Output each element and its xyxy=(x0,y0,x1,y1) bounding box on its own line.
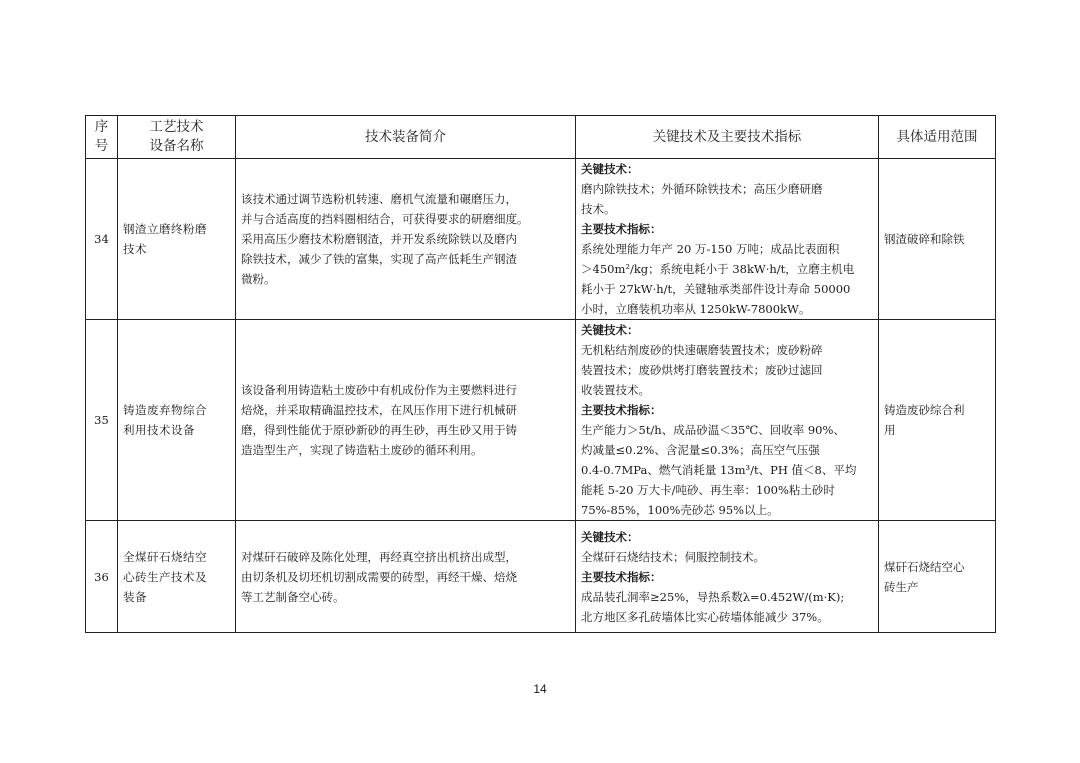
equipment-intro xyxy=(236,521,576,633)
intro-line: 微粉。 xyxy=(241,272,276,286)
row-number: 35 xyxy=(86,320,118,521)
name-line: 装备 xyxy=(123,589,147,604)
key-tech-label: 关键技术： xyxy=(581,323,639,337)
page-number: 14 xyxy=(533,682,547,696)
key-technology-cell xyxy=(576,159,879,320)
equipment-intro xyxy=(236,159,576,320)
intro-line: 该设备利用铸造粘土废砂中有机成份作为主要燃料进行 xyxy=(241,383,517,397)
indicator-line: 小时，立磨装机功率从 1250kW-7800kW。 xyxy=(581,302,811,316)
header-name xyxy=(118,116,236,159)
indicator-line: ＞450m²/kg；系统电耗小于 38kW·h/t，立磨主机电 xyxy=(581,262,855,276)
name-line: 利用技术设备 xyxy=(123,423,195,437)
header-no: 序号 xyxy=(86,116,118,159)
key-technology-cell xyxy=(576,320,879,521)
table-row xyxy=(86,320,996,521)
key-tech-line: 磨内除铁技术；外循环除铁技术；高压少磨研磨 xyxy=(581,182,823,196)
equipment-name xyxy=(118,521,236,633)
indicators-label: 主要技术指标： xyxy=(581,403,662,417)
indicator-line: 能耗 5-20 万大卡/吨砂、再生率：100%粘土砂时 xyxy=(581,483,835,497)
name-line: 技术 xyxy=(123,242,147,256)
key-tech-line: 收装置技术。 xyxy=(581,383,650,397)
header-name-line: 工艺技术 xyxy=(149,119,204,135)
scope-line: 钢渣破碎和除铁 xyxy=(884,232,965,246)
indicator-line: 耗小于 27kW·h/t，关键轴承类部件设计寿命 50000 xyxy=(581,282,851,296)
name-line: 心砖生产技术及 xyxy=(123,569,207,584)
scope-line: 用 xyxy=(884,423,896,437)
key-tech-line: 全煤矸石烧结技术；伺服控制技术。 xyxy=(581,549,765,564)
application-scope xyxy=(879,320,996,521)
key-tech-line: 装置技术；废砂烘烤打磨装置技术；废砂过滤回 xyxy=(581,363,823,377)
indicator-line: 北方地区多孔砖墙体比实心砖墙体能减少 37%。 xyxy=(581,609,829,624)
table-row xyxy=(86,521,996,633)
indicator-line: 75%-85%，100%壳砂芯 95%以上。 xyxy=(581,503,779,517)
name-line: 全煤矸石烧结空 xyxy=(123,549,207,564)
table-row xyxy=(86,159,996,320)
equipment-name xyxy=(118,159,236,320)
intro-line: 等工艺制备空心砖。 xyxy=(241,589,345,604)
equipment-name xyxy=(118,320,236,521)
table-header-row xyxy=(86,116,996,159)
intro-line: 采用高压少磨技术粉磨钢渣，并开发系统除铁以及磨内 xyxy=(241,232,517,246)
scope-line: 煤矸石烧结空心 xyxy=(884,559,965,574)
intro-line: 由切条机及切坯机切割成需要的砖型，再经干燥、焙烧 xyxy=(241,569,517,584)
key-technology-cell xyxy=(576,521,879,633)
key-tech-label: 关键技术： xyxy=(581,162,639,176)
name-line: 铸造废弃物综合 xyxy=(123,403,207,417)
indicator-line: 生产能力＞5t/h、成品砂温＜35℃、回收率 90%、 xyxy=(581,423,845,437)
header-intro: 技术装备简介 xyxy=(236,116,576,159)
key-tech-line: 无机粘结剂废砂的快速碾磨装置技术；废砂粉碎 xyxy=(581,343,823,357)
intro-line: 焙烧，并采取精确温控技术，在风压作用下进行机械研 xyxy=(241,403,517,417)
indicator-line: 0.4-0.7MPa、燃气消耗量 13m³/t、PH 值＜8、平均 xyxy=(581,463,857,477)
header-name-line: 设备名称 xyxy=(149,138,204,154)
indicators-label: 主要技术指标： xyxy=(581,569,662,584)
equipment-intro xyxy=(236,320,576,521)
intro-line: 除铁技术，减少了铁的富集，实现了高产低耗生产钢渣 xyxy=(241,252,517,266)
intro-line: 磨，得到性能优于原砂新砂的再生砂，再生砂又用于铸 xyxy=(241,423,517,437)
scope-line: 砖生产 xyxy=(884,579,919,594)
intro-line: 并与合适高度的挡料圈相结合，可获得要求的研磨细度。 xyxy=(241,212,529,226)
key-tech-line: 技术。 xyxy=(581,202,616,216)
indicator-line: 灼减量≤0.2%、含泥量≤0.3%；高压空气压强 xyxy=(581,443,820,457)
intro-line: 造造型生产，实现了铸造粘土废砂的循环利用。 xyxy=(241,443,483,457)
key-tech-label: 关键技术： xyxy=(581,529,639,544)
header-key-tech: 关键技术及主要技术指标 xyxy=(576,116,879,159)
row-number: 36 xyxy=(86,521,118,633)
header-scope: 具体适用范围 xyxy=(879,116,996,159)
intro-line: 该技术通过调节选粉机转速、磨机气流量和碾磨压力， xyxy=(241,192,517,206)
indicator-line: 系统处理能力年产 20 万-150 万吨；成品比表面积 xyxy=(581,242,840,256)
application-scope xyxy=(879,159,996,320)
process-equipment-table xyxy=(85,115,996,633)
application-scope xyxy=(879,521,996,633)
indicator-line: 成品装孔洞率≥25%，导热系数λ=0.452W/(m·K); xyxy=(581,589,845,604)
scope-line: 铸造废砂综合利 xyxy=(884,403,965,417)
name-line: 钢渣立磨终粉磨 xyxy=(123,222,207,236)
indicators-label: 主要技术指标： xyxy=(581,222,662,236)
intro-line: 对煤矸石破碎及陈化处理，再经真空挤出机挤出成型， xyxy=(241,549,517,564)
row-number: 34 xyxy=(86,159,118,320)
